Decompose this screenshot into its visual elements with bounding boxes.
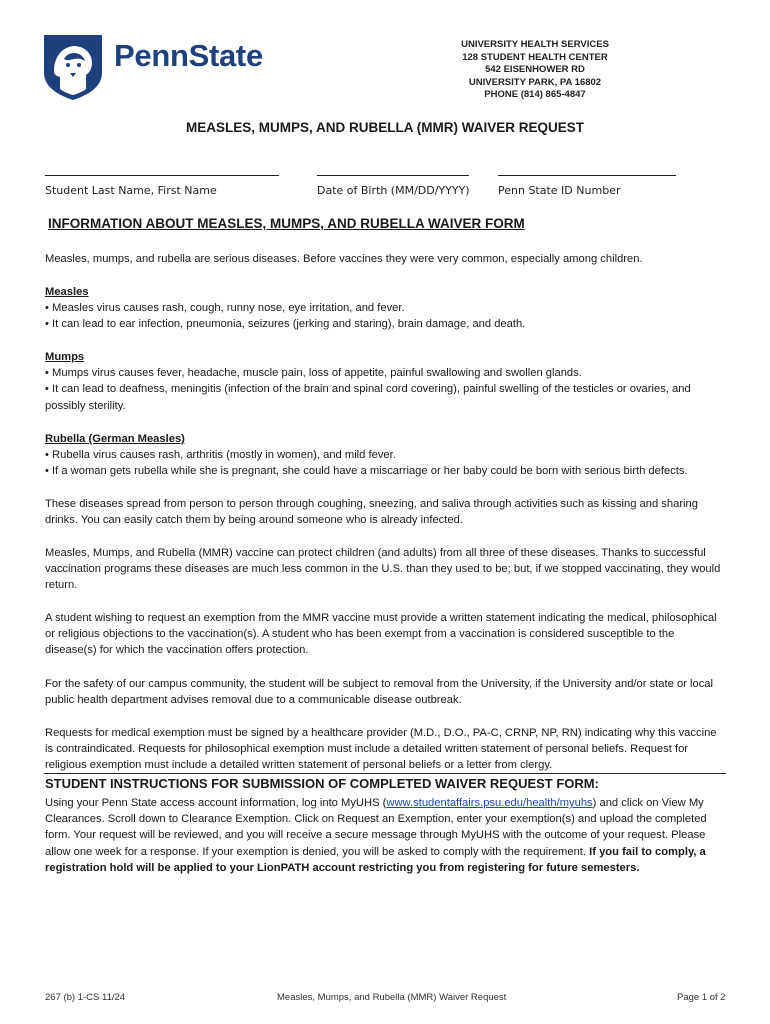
info-heading: INFORMATION ABOUT MEASLES, MUMPS, AND RUBELLA WAIVER FORM xyxy=(48,216,525,231)
myuhs-link[interactable]: www.studentaffairs.psu.edu/health/myuhs xyxy=(386,797,593,809)
rubella-bullet: • If a woman gets rubella while she is pregnant, she could have a miscarriage or her baby could be born with serious birth defects. xyxy=(45,465,688,478)
measles-heading: Measles xyxy=(45,286,89,298)
id-field-line[interactable] xyxy=(498,175,676,176)
id-field-label: Penn State ID Number xyxy=(498,184,621,197)
measles-bullet: • Measles virus causes rash, cough, runny nose, eye irritation, and fever. xyxy=(45,302,405,315)
penn-state-shield-logo xyxy=(42,33,104,101)
rubella-bullet: • Rubella virus causes rash, arthritis (mostly in women), and mild fever. xyxy=(45,449,396,462)
vaccine-paragraph xyxy=(45,545,727,594)
address-line: 542 EISENHOWER RD xyxy=(485,64,585,75)
footer-form-code: 267 (b) 1-CS 11/24 xyxy=(45,992,126,1003)
name-field-line[interactable] xyxy=(45,175,279,176)
instructions-heading: STUDENT INSTRUCTIONS FOR SUBMISSION OF COMPLETED WAIVER REQUEST FORM: xyxy=(45,776,599,791)
exemption-text: A student wishing to request an exemption from the MMR vaccine must provide a written statement indicating the medical, philosophical or religious objections to the vaccination(s). A student who has been exempt from a vaccination is considered susceptible to the disease(s) for which the vaccination offers protection. xyxy=(45,612,717,657)
measles-bullet: • It can lead to ear infection, pneumonia, seizures (jerking and staring), brain damage, and death. xyxy=(45,318,526,331)
address-line: 128 STUDENT HEALTH CENTER xyxy=(462,51,608,63)
address-line: UNIVERSITY PARK, PA 16802 xyxy=(468,76,602,88)
measles-section xyxy=(45,284,727,333)
exemption-paragraph xyxy=(45,610,727,659)
intro-text: Measles, mumps, and rubella are serious diseases. Before vaccines they were very common, especially among children. xyxy=(45,253,643,265)
safety-text: For the safety of our campus community, the student will be subject to removal from the University, if the University and/or state or local public health department advises removal due to a communicable disease outbreak. xyxy=(45,678,714,707)
instructions-text xyxy=(45,795,727,876)
rubella-section xyxy=(45,431,727,480)
mumps-section xyxy=(45,349,727,414)
spread-text: These diseases spread from person to person through coughing, sneezing, and saliva through activities such as kissing and sharing drinks. You can easily catch them by being around someone who is already infected. xyxy=(45,498,698,527)
vaccine-text: Measles, Mumps, and Rubella (MMR) vaccine can protect children (and adults) from all three of these diseases. Thanks to successful vaccination programs these diseases are much less common in the U.S. than they used to be; but, if we stopped vaccinating, they would return. xyxy=(45,547,721,592)
instructions-text-post: ) and click on View My Clearances. Scroll down to Clearance Exemption. Click on Request an Exemption, enter your exemption(s) and upload the completed form. Your request will be reviewed, and you will receive a secure message through MyUHS with the outcome of your request. Please allow one week for a response. If your exemption is denied, you will be asked to comply with the requirement. xyxy=(45,797,707,858)
name-field-label: Student Last Name, First Name xyxy=(45,184,217,197)
instructions-text-pre: Using your Penn State access account information, log into MyUHS ( xyxy=(45,797,387,809)
mumps-bullet: • Mumps virus causes fever, headache, muscle pain, loss of appetite, painful swallowing and swollen glands. xyxy=(45,367,582,380)
rubella-heading: Rubella (German Measles) xyxy=(45,433,185,445)
intro-paragraph xyxy=(45,251,727,267)
instructions-paragraph xyxy=(45,795,727,876)
dob-field-label: Date of Birth (MM/DD/YYYY) xyxy=(317,184,470,197)
requests-text: Requests for medical exemption must be signed by a healthcare provider (M.D., D.O., PA-C, CRNP, NP, RN) indicating why this vaccine is contraindicated. Requests for philosophical exemption must include a detailed written statement of personal beliefs. Request for religious exemption must include a detailed written statement of personal beliefs or a letter from clergy. xyxy=(45,727,717,772)
safety-paragraph xyxy=(45,676,727,708)
address-block xyxy=(445,39,625,102)
mumps-bullet: • It can lead to deafness, meningitis (infection of the brain and spinal cord covering), painful swelling of the testicles or ovaries, and possibly sterility. xyxy=(45,383,691,412)
mumps-heading: Mumps xyxy=(45,351,85,363)
penn-state-wordmark: PennState xyxy=(114,38,263,73)
footer-form-name: Measles, Mumps, and Rubella (MMR) Waiver Request xyxy=(277,992,507,1003)
spread-paragraph xyxy=(45,496,727,528)
footer-page-number: Page 1 of 2 xyxy=(677,992,726,1003)
address-line: PHONE (814) 865-4847 xyxy=(484,89,586,100)
form-title: MEASLES, MUMPS, AND RUBELLA (MMR) WAIVER REQUEST xyxy=(186,120,584,135)
requests-paragraph xyxy=(45,725,727,774)
address-line: UNIVERSITY HEALTH SERVICES xyxy=(461,39,609,50)
registration-hold-warning: If you fail to comply, a registration hold will be applied to your LionPATH account restricting you from registering for future semesters. xyxy=(45,845,706,874)
section-divider xyxy=(44,773,726,774)
dob-field-line[interactable] xyxy=(317,175,469,176)
